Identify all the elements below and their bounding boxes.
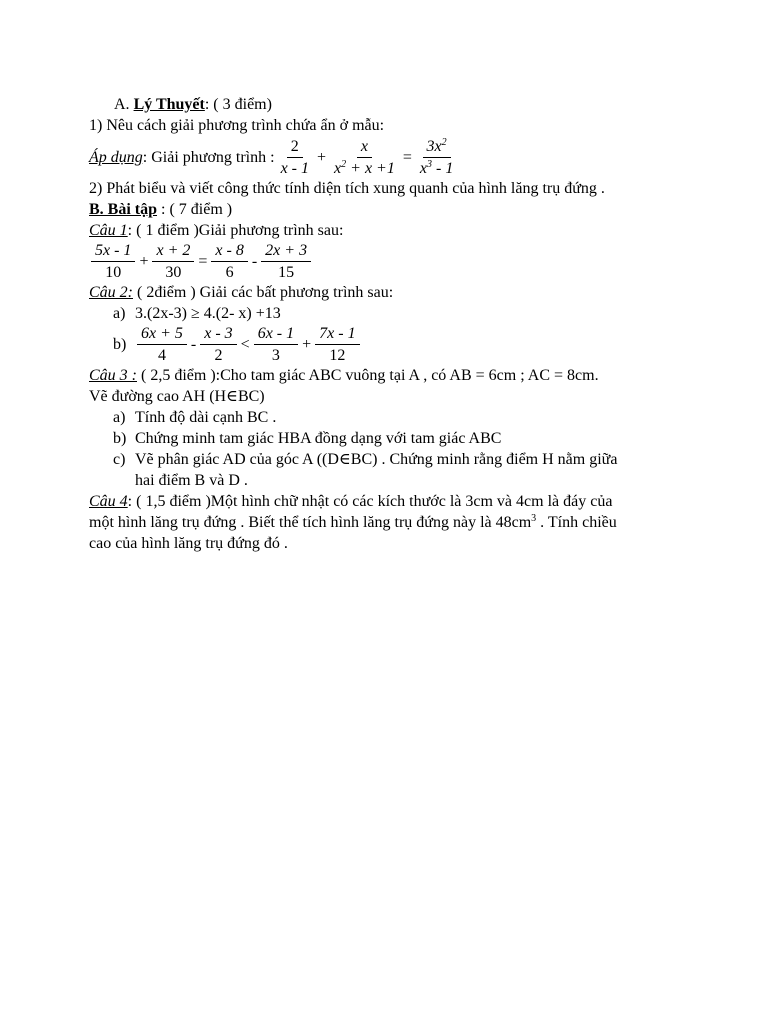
- cau3-heading: Câu 3 : ( 2,5 điểm ):Cho tam giác ABC vuông tại A , có AB = 6cm ; AC = 8cm.: [89, 367, 599, 384]
- equation-fraction: $\frac{x - 8}{6}$: [211, 241, 247, 282]
- equation-fraction: $\frac{6x + 5}{4}$: [137, 324, 187, 365]
- equation-fraction: $\frac{2}{x - 1}$: [280, 138, 310, 177]
- exam-document: [89, 94, 689, 554]
- cau4-line-2: một hình lăng trụ đứng . Biết thể tích hình lăng trụ đứng này là $48cm^3$ . Tính chiều: [89, 513, 617, 531]
- cau3-item-c: c) Vẽ phân giác AD của góc A ((D∈BC) . Chứng minh rằng điểm H nằm giữa: [113, 451, 618, 468]
- equation-fraction: $\frac{2x + 3}{15}$: [261, 241, 311, 282]
- cau4-line-3: cao của hình lăng trụ đứng đó .: [89, 535, 288, 552]
- cau2-heading: Câu 2: ( 2điểm ) Giải các bất phương trình sau:: [89, 284, 394, 301]
- theory-apply-line: Áp dụng : Giải phương trình : $\frac{2}{x - 1}$ + $\frac{x}{x^2 + x +1}$ = $\frac{3x^2}{x^3 - 1}$: [89, 137, 689, 178]
- theory-heading: A. Lý Thuyết: ( 3 điểm): [114, 96, 272, 113]
- theory-question-2: 2) Phát biểu và viết công thức tính diện tích xung quanh của hình lăng trụ đứng .: [89, 180, 605, 197]
- theory-title: Lý Thuyết: [133, 96, 205, 113]
- cau4-heading: Câu 4: ( 1,5 điểm )Một hình chữ nhật có các kích thước là 3cm và 4cm là đáy của: [89, 493, 613, 510]
- cau1-heading: Câu 1: ( 1 điểm )Giải phương trình sau:: [89, 222, 344, 239]
- equation-fraction: $\frac{7x - 1}{12}$: [315, 324, 359, 365]
- cau3-item-c-cont: hai điểm B và D .: [135, 472, 248, 489]
- equation-fraction: $\frac{3x^2}{x^3 - 1}$: [419, 137, 454, 177]
- cau3-item-a: a) Tính độ dài cạnh BC .: [113, 409, 277, 426]
- exercises-heading: B. Bài tập : ( 7 điểm ): [89, 201, 233, 218]
- cau3-line-2: Vẽ đường cao AH (H∈BC): [89, 388, 265, 405]
- apply-label: Áp dụng: [89, 148, 143, 166]
- theory-question-1: 1) Nêu cách giải phương trình chứa ẩn ở mẫu:: [89, 117, 385, 134]
- equation-fraction: $\frac{x - 3}{2}$: [200, 324, 236, 365]
- equation-fraction: $\frac{6x - 1}{3}$: [254, 324, 298, 365]
- cau2-item-b: b) $\frac{6x + 5}{4}$ - $\frac{x - 3}{2}$ < $\frac{6x - 1}{3}$ + $\frac{7x - 1}{12}$: [89, 324, 689, 365]
- equation-fraction: $\frac{x}{x^2 + x +1}$: [334, 138, 395, 177]
- cau1-equation: $\frac{5x - 1}{10}$ + $\frac{x + 2}{30}$ = $\frac{x - 8}{6}$ - $\frac{2x + 3}{15}$: [89, 241, 689, 282]
- equation-fraction: $\frac{x + 2}{30}$: [152, 241, 194, 282]
- equation-fraction: $\frac{5x - 1}{10}$: [91, 241, 135, 282]
- cau3-item-b: b) Chứng minh tam giác HBA đồng dạng với tam giác ABC: [113, 430, 502, 447]
- cau2-item-a: a) 3.(2x-3) ≥ 4.(2- x) +13: [113, 305, 281, 322]
